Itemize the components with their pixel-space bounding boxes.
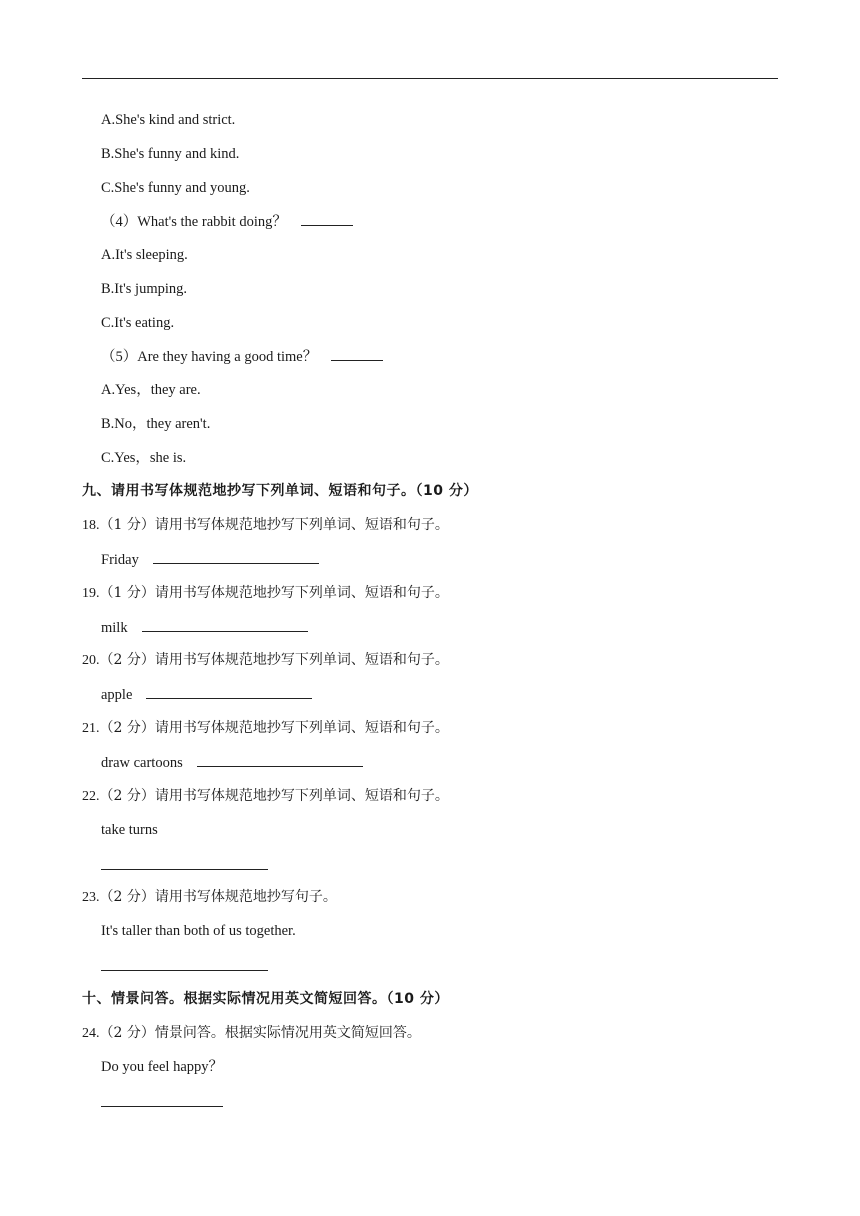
question-24 xyxy=(82,1023,421,1044)
question-24-number: 24. xyxy=(82,1026,100,1041)
question-22-answer-line[interactable] xyxy=(101,869,268,870)
question-18 xyxy=(82,515,449,536)
q4-question-text: （4）What's the rabbit doing？ xyxy=(101,214,287,230)
q5-option-a: A.Yes，they are. xyxy=(101,382,201,398)
q5-question-text: （5）Are they having a good time？ xyxy=(101,349,318,365)
question-19-copy xyxy=(101,617,308,638)
question-20-stem: （2 分）请用书写体规范地抄写下列单词、短语和句子。 xyxy=(99,652,449,668)
question-18-word: Friday xyxy=(101,552,139,568)
q4-option-a: A.It's sleeping. xyxy=(101,247,188,263)
q4-option-c: C.It's eating. xyxy=(101,315,175,331)
question-22 xyxy=(82,786,449,807)
question-19-word: milk xyxy=(101,620,128,636)
question-22-word: take turns xyxy=(101,822,158,838)
question-18-copy xyxy=(101,549,319,570)
question-23-stem: （2 分）请用书写体规范地抄写句子。 xyxy=(99,889,337,905)
question-23 xyxy=(82,887,337,908)
question-20-copy xyxy=(101,684,312,705)
q3-option-c: C.She's funny and young. xyxy=(101,180,250,196)
question-23-sentence: It's taller than both of us together. xyxy=(101,923,296,939)
question-21-stem: （2 分）请用书写体规范地抄写下列单词、短语和句子。 xyxy=(99,720,449,736)
q5-option-b: B.No，they aren't. xyxy=(101,416,211,432)
question-23-answer-line[interactable] xyxy=(101,970,268,971)
question-23-number: 23. xyxy=(82,890,100,905)
question-20-number: 20. xyxy=(82,653,100,668)
question-18-number: 18. xyxy=(82,518,100,533)
question-21-copy xyxy=(101,752,363,773)
q5-question xyxy=(101,346,383,367)
question-24-prompt: Do you feel happy？ xyxy=(101,1059,224,1075)
question-24-stem: （2 分）情景问答。根据实际情况用英文简短回答。 xyxy=(99,1025,421,1041)
question-19-stem: （1 分）请用书写体规范地抄写下列单词、短语和句子。 xyxy=(99,585,449,601)
question-21 xyxy=(82,718,449,739)
question-22-number: 22. xyxy=(82,789,100,804)
question-21-answer-line[interactable] xyxy=(197,752,363,767)
question-20-word: apple xyxy=(101,687,133,703)
header-rule xyxy=(82,78,778,79)
q5-option-c: C.Yes，she is. xyxy=(101,450,187,466)
q4-question xyxy=(101,211,353,232)
question-19 xyxy=(82,583,449,604)
q3-option-b: B.She's funny and kind. xyxy=(101,146,240,162)
section-10-heading: 十、情景问答。根据实际情况用英文简短回答。（10 分） xyxy=(82,991,449,1007)
question-19-number: 19. xyxy=(82,586,100,601)
q4-option-b: B.It's jumping. xyxy=(101,281,187,297)
section-9-heading: 九、请用书写体规范地抄写下列单词、短语和句子。（10 分） xyxy=(82,483,478,499)
question-24-answer-line[interactable] xyxy=(101,1106,223,1107)
question-21-number: 21. xyxy=(82,721,100,736)
question-18-answer-line[interactable] xyxy=(153,549,319,564)
question-18-stem: （1 分）请用书写体规范地抄写下列单词、短语和句子。 xyxy=(99,517,449,533)
question-22-stem: （2 分）请用书写体规范地抄写下列单词、短语和句子。 xyxy=(99,788,449,804)
q5-answer-blank[interactable] xyxy=(331,346,383,361)
question-19-answer-line[interactable] xyxy=(142,617,308,632)
question-20 xyxy=(82,650,449,671)
q4-answer-blank[interactable] xyxy=(301,211,353,226)
question-21-word: draw cartoons xyxy=(101,755,183,771)
q3-option-a: A.She's kind and strict. xyxy=(101,112,236,128)
question-20-answer-line[interactable] xyxy=(146,684,312,699)
